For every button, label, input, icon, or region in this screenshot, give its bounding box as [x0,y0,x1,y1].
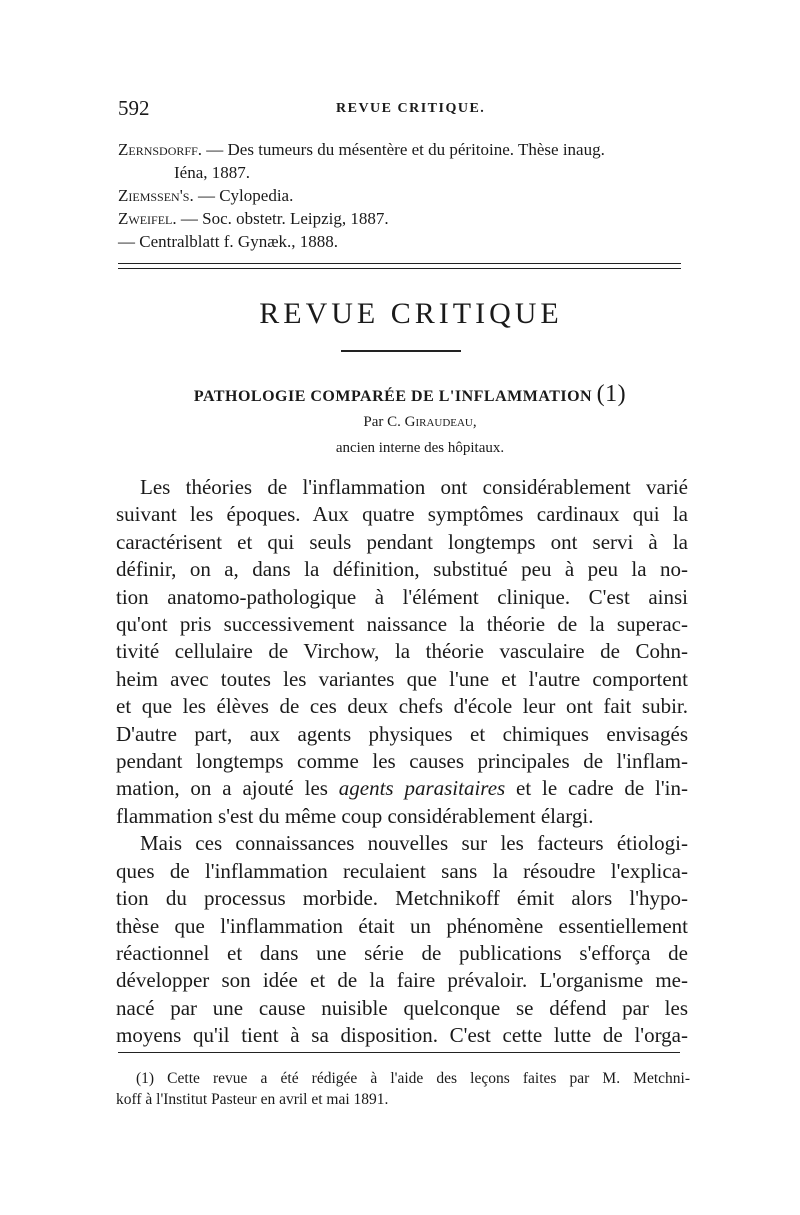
byline-prefix: Par C. [363,414,405,430]
footnote-reference: (1) [596,381,627,407]
author-affiliation: ancien interne des hôpitaux. [335,440,505,456]
body-line: Les théories de l'inflammation ont considérablement varié [140,475,688,499]
body-line: tion anatomo-pathologique à l'élément clinique. C'est ainsi [116,584,688,609]
reference-entry [118,138,688,161]
body-line: pendant longtemps comme les causes principales de l'inflam- [116,749,688,774]
body-line: et que les élèves de ces deux chefs d'école leur ont fait subir. [116,694,688,719]
body-line: tivité cellulaire de Virchow, la théorie vasculaire de Cohn- [116,639,688,664]
body-line: D'autre part, aux agents physiques et chimiques envisagés [116,721,688,746]
section-title: REVUE CRITIQUE [259,297,563,330]
title-underline [341,350,461,352]
reference-author: Zernsdorff. [118,140,202,159]
byline [0,414,800,431]
section-divider [118,263,681,269]
body-text-run: mation, on a ajouté les [116,776,339,801]
body-line: moyens qu'il tient à sa disposition. C'est cette lutte de l'orga- [116,1023,688,1048]
body-line: Mais ces connaissances nouvelles sur les facteurs étiologi- [140,831,688,856]
reference-entry-continuation [118,161,688,184]
body-line: caractérisent et qui seuls pendant longtemps ont servi à la [116,529,688,554]
article-body [116,474,688,1050]
reference-author: Zweifel. [118,209,177,228]
reference-text: — Centralblatt f. Gynæk., 1888. [118,232,339,251]
reference-text: — Soc. obstetr. Leipzig, 1887. [176,209,389,228]
reference-entry [118,184,688,207]
author-name: Giraudeau, [404,414,477,430]
running-title: REVUE CRITIQUE. [336,101,486,116]
body-line: suivant les époques. Aux quatre symptômes cardinaux qui la [116,502,688,527]
footnote-line: (1) Cette revue a été rédigée à l'aide des leçons faites par M. Metchni- [136,1070,690,1087]
bibliography-list [118,138,688,253]
body-line: développer son idée et de la faire prévaloir. L'organisme me- [116,968,688,993]
reference-text: — Des tumeurs du mésentère et du péritoine. Thèse inaug. [202,140,605,159]
reference-entry [118,207,688,230]
page-number: 592 [118,96,150,120]
footnote [116,1068,690,1110]
body-line: thèse que l'inflammation était un phénomène essentiellement [116,913,688,938]
reference-entry [118,230,688,253]
body-line: qu'ont pris successivement naissance la théorie de la superac- [116,612,688,637]
reference-author: Ziemssen's. [118,186,194,205]
body-line-with-italic [116,775,688,802]
body-line: ques de l'inflammation reculaient sans la résoudre l'explica- [116,858,688,883]
running-head [118,96,684,122]
body-line: tion du processus morbide. Metchnikoff émit alors l'hypo- [116,886,688,911]
italic-term: agents parasitaires [338,776,506,801]
body-line: définir, on a, dans la définition, substitué peu à peu la no- [116,557,688,582]
article-title-text: PATHOLOGIE COMPARÉE DE L'INFLAMMATION [193,388,593,405]
body-line: réactionnel et dans une série de publications s'efforça de [116,940,688,965]
body-line: nacé par une cause nuisible quelconque se défend par les [116,995,688,1020]
body-text-run: et le cadre de l'in- [505,776,688,801]
reference-text: — Cylopedia. [193,186,294,205]
footnote-separator [118,1052,680,1053]
reference-text: Iéna, 1887. [174,163,251,182]
body-line: heim avec toutes les variantes que l'une et l'autre comportent [116,666,688,691]
footnote-line: koff à l'Institut Pasteur en avril et mai 1891. [116,1091,389,1108]
body-line: flammation s'est du même coup considérablement élargi. [116,803,594,828]
article-title [0,381,800,408]
